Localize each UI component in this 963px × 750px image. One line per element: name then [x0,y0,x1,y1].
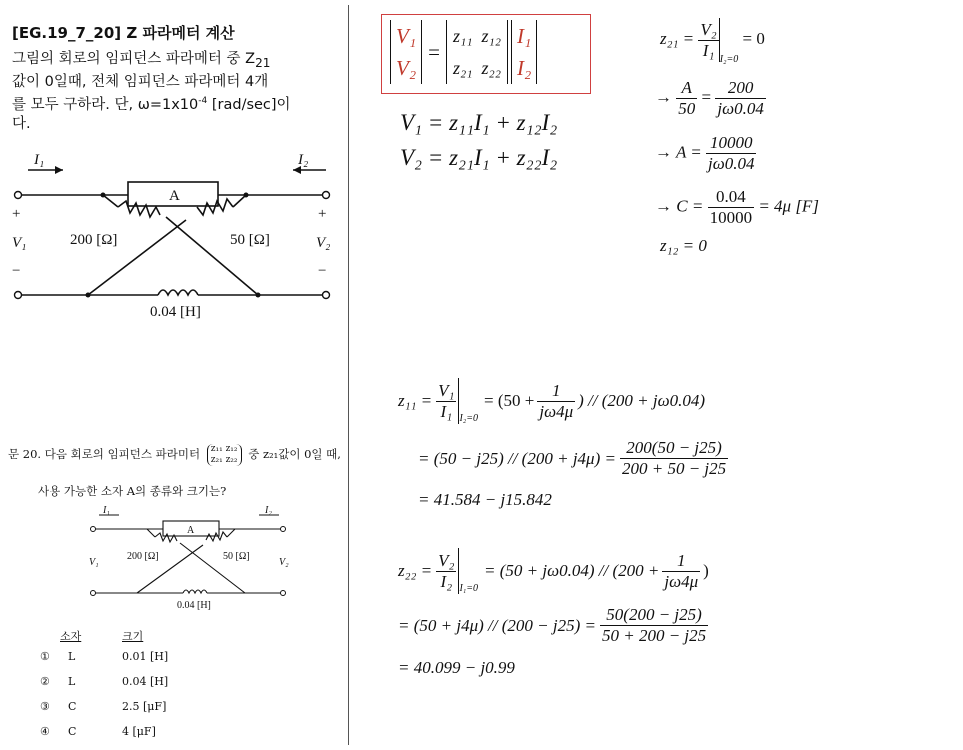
exam-i1: I₁ [103,505,110,516]
problem-line3: 를 모두 구하라. 단, ω=1x10 [12,96,199,113]
z11-num: V₁ [438,380,455,400]
option-row[interactable] [40,650,168,675]
eq-z22-result: = 40.099 − j0.99 [398,658,515,677]
option-size: 0.01 [H] [122,650,169,663]
z21-lhs: z₂₁ = [660,28,695,48]
z22-num: V₂ [438,550,455,570]
option-element: C [68,725,77,738]
option-size: 4 [μF] [122,725,156,738]
z11-rhs-den: jω4μ [539,401,574,421]
z22-frac [436,551,456,592]
problem-line3-sup: -4 [198,95,208,106]
a2-frac [706,133,756,174]
exam-inductor: 0.04 [H] [177,600,211,611]
exam-r-left: 200 [Ω] [127,551,159,562]
a-rhs-den: jω0.04 [717,99,764,118]
z11-rhs-num: 1 [537,381,575,402]
matrix-z12: z₁₂ [481,26,502,46]
column-divider [348,5,349,745]
z22-l2-num: 50(200 − j25) [600,605,708,626]
option-row[interactable] [40,725,168,750]
matrix-i2: I₂ [517,56,532,80]
z11-den: I₁ [440,401,453,421]
z22-rhs-frac [662,551,700,592]
z22-den: I₂ [440,571,453,591]
a-frac-num: A [676,78,697,99]
a-rhs-num: 200 [715,78,765,99]
option-size: 0.04 [H] [122,675,169,688]
eq-z11 [398,378,705,424]
z11-l2-num: 200(50 − j25) [620,438,728,459]
z22-cond: I₁=0 [459,583,479,594]
c-lhs: → C = [655,196,704,216]
c-frac [708,187,755,228]
circuit-diagram [8,150,348,320]
a2-den: jω0.04 [708,154,755,173]
problem-line2: 값이 0일때, 전체 임피던스 파라메터 4개 [12,73,269,90]
v1-label: V₁ [12,235,27,251]
options-header-size: 크기 [122,630,144,643]
v2-minus: − [318,263,327,279]
z11-l2-pre: = (50 − j25) // (200 + j4μ) = [418,448,616,468]
exam-r-right: 50 [Ω] [223,551,250,562]
eq-v1: V₁ = z₁₁I₁ + z₁₂I₂ [400,110,558,135]
z22-lhs: z₂₂ = [398,561,433,580]
v2-plus: + [318,206,327,222]
z22-l2-den: 50 + 200 − j25 [601,626,707,645]
exam-element-a: A [187,525,195,536]
option-number: ② [40,675,50,688]
z22-rhs-post: ) [703,561,709,580]
option-number: ④ [40,725,50,738]
problem-line1-sub: 21 [255,55,271,70]
v2-label: V₂ [316,235,331,251]
exam-matrix [207,444,242,466]
eq-v2: V₂ = z₂₁I₁ + z₂₂I₂ [400,145,558,170]
matrix-z11: z₁₁ [452,26,473,46]
z21-num: V₂ [700,19,717,39]
options-header [60,628,210,650]
problem-line4: 다. [12,115,31,132]
matrix-v1: V₁ [396,24,417,48]
eq-c-value [655,187,819,228]
exam-circuit-diagram [85,505,305,615]
option-element: L [68,650,76,663]
z11-cond: I₂=0 [459,413,479,424]
exam-matrix-row1: z₁₁ z₁₂ [210,444,238,454]
z11-frac [436,381,456,422]
options-header-elem: 소자 [60,630,82,643]
matrix-i1: I₁ [517,24,532,48]
v1-plus: + [12,206,21,222]
z22-l2-frac [600,605,708,646]
z21-den: I₁ [702,40,715,60]
option-number: ① [40,650,50,663]
matrix-equals: = [428,39,440,64]
inductor-label: 0.04 [H] [150,304,201,320]
v1-minus: − [12,263,21,279]
z11-lhs: z₁₁ = [398,391,433,410]
problem-line1: 그림의 회로의 임피던스 파라메터 중 Z [12,51,256,67]
matrix-z22: z₂₂ [481,58,502,78]
exam-i2: I₂ [265,505,272,516]
c-rhs: = 4μ [F] [758,196,819,216]
z11-rhs-pre: = (50 + [484,391,535,410]
a-eq: = [701,87,712,107]
a-arrow: → [655,87,672,107]
exam-question [8,444,341,466]
matrix-z21: z₂₁ [452,58,473,78]
options-table [60,628,210,650]
c-num: 0.04 [708,187,755,208]
z11-rhs-post: ) // (200 + jω0.04) [578,391,706,410]
inductor-coil [158,290,198,295]
matrix-v [390,20,422,84]
eq-z22 [398,548,709,594]
exam-question-pre: 문 20. 다음 회로의 임피던스 파라미터 [8,447,201,461]
i1-label: I₁ [34,152,45,168]
eq-z22-line2 [398,605,708,646]
eq-z21 [660,18,765,65]
exam-question-line2: 사용 가능한 소자 A의 종류와 크기는? [38,484,227,498]
c-den: 10000 [709,208,753,227]
element-a-label: A [169,188,180,204]
z21-frac [698,20,718,61]
resistor-right [197,199,233,215]
a2-num: 10000 [706,133,756,154]
option-size: 2.5 [μF] [122,700,167,713]
a2-lhs: → A = [655,142,702,162]
resistor-left [118,201,160,217]
matrix-v2: V₂ [396,56,417,80]
eq-z12: z₁₂ = 0 [660,236,707,255]
eq-a-value [655,133,756,174]
problem-line3-post: [rad/sec]이 [207,96,291,113]
problem-text [12,50,342,134]
problem-title: [EG.19_7_20] Z 파라메터 계산 [12,24,235,42]
exam-matrix-row2: z₂₁ z₂₂ [210,455,238,465]
i2-label: I₂ [298,152,309,168]
z22-rhs-num: 1 [662,551,700,572]
a-rhs-frac [715,78,765,119]
r-left-label: 200 [Ω] [70,232,118,248]
option-element: L [68,675,76,688]
z22-l2-pre: = (50 + j4μ) // (200 − j25) = [398,615,596,635]
z21-rhs: = 0 [742,28,765,48]
z11-rhs-frac [537,381,575,422]
matrix-z [446,20,508,84]
matrix-i [511,20,537,84]
option-element: C [68,700,77,713]
eq-z11-result: = 41.584 − j15.842 [418,490,552,509]
r-right-label: 50 [Ω] [230,232,270,248]
z11-l2-frac [620,438,728,479]
z22-rhs-den: jω4μ [664,571,699,591]
exam-v1: V₁ [89,557,99,568]
option-number: ③ [40,700,50,713]
options-list [40,650,168,750]
z22-rhs-pre: = (50 + jω0.04) // (200 + [484,561,660,580]
a-frac-den: 50 [678,99,696,118]
matrix-equation [390,20,537,84]
z21-cond: I₂=0 [719,53,739,65]
exam-v2: V₂ [279,557,289,568]
a-frac [676,78,697,119]
option-row[interactable] [40,675,168,700]
option-row[interactable] [40,700,168,725]
z11-l2-den: 200 + 50 − j25 [621,459,727,478]
eq-a-ratio [655,78,766,119]
eq-z11-line2 [418,438,728,479]
exam-question-mid: 중 z₂₁값이 0일 때, [248,447,341,461]
